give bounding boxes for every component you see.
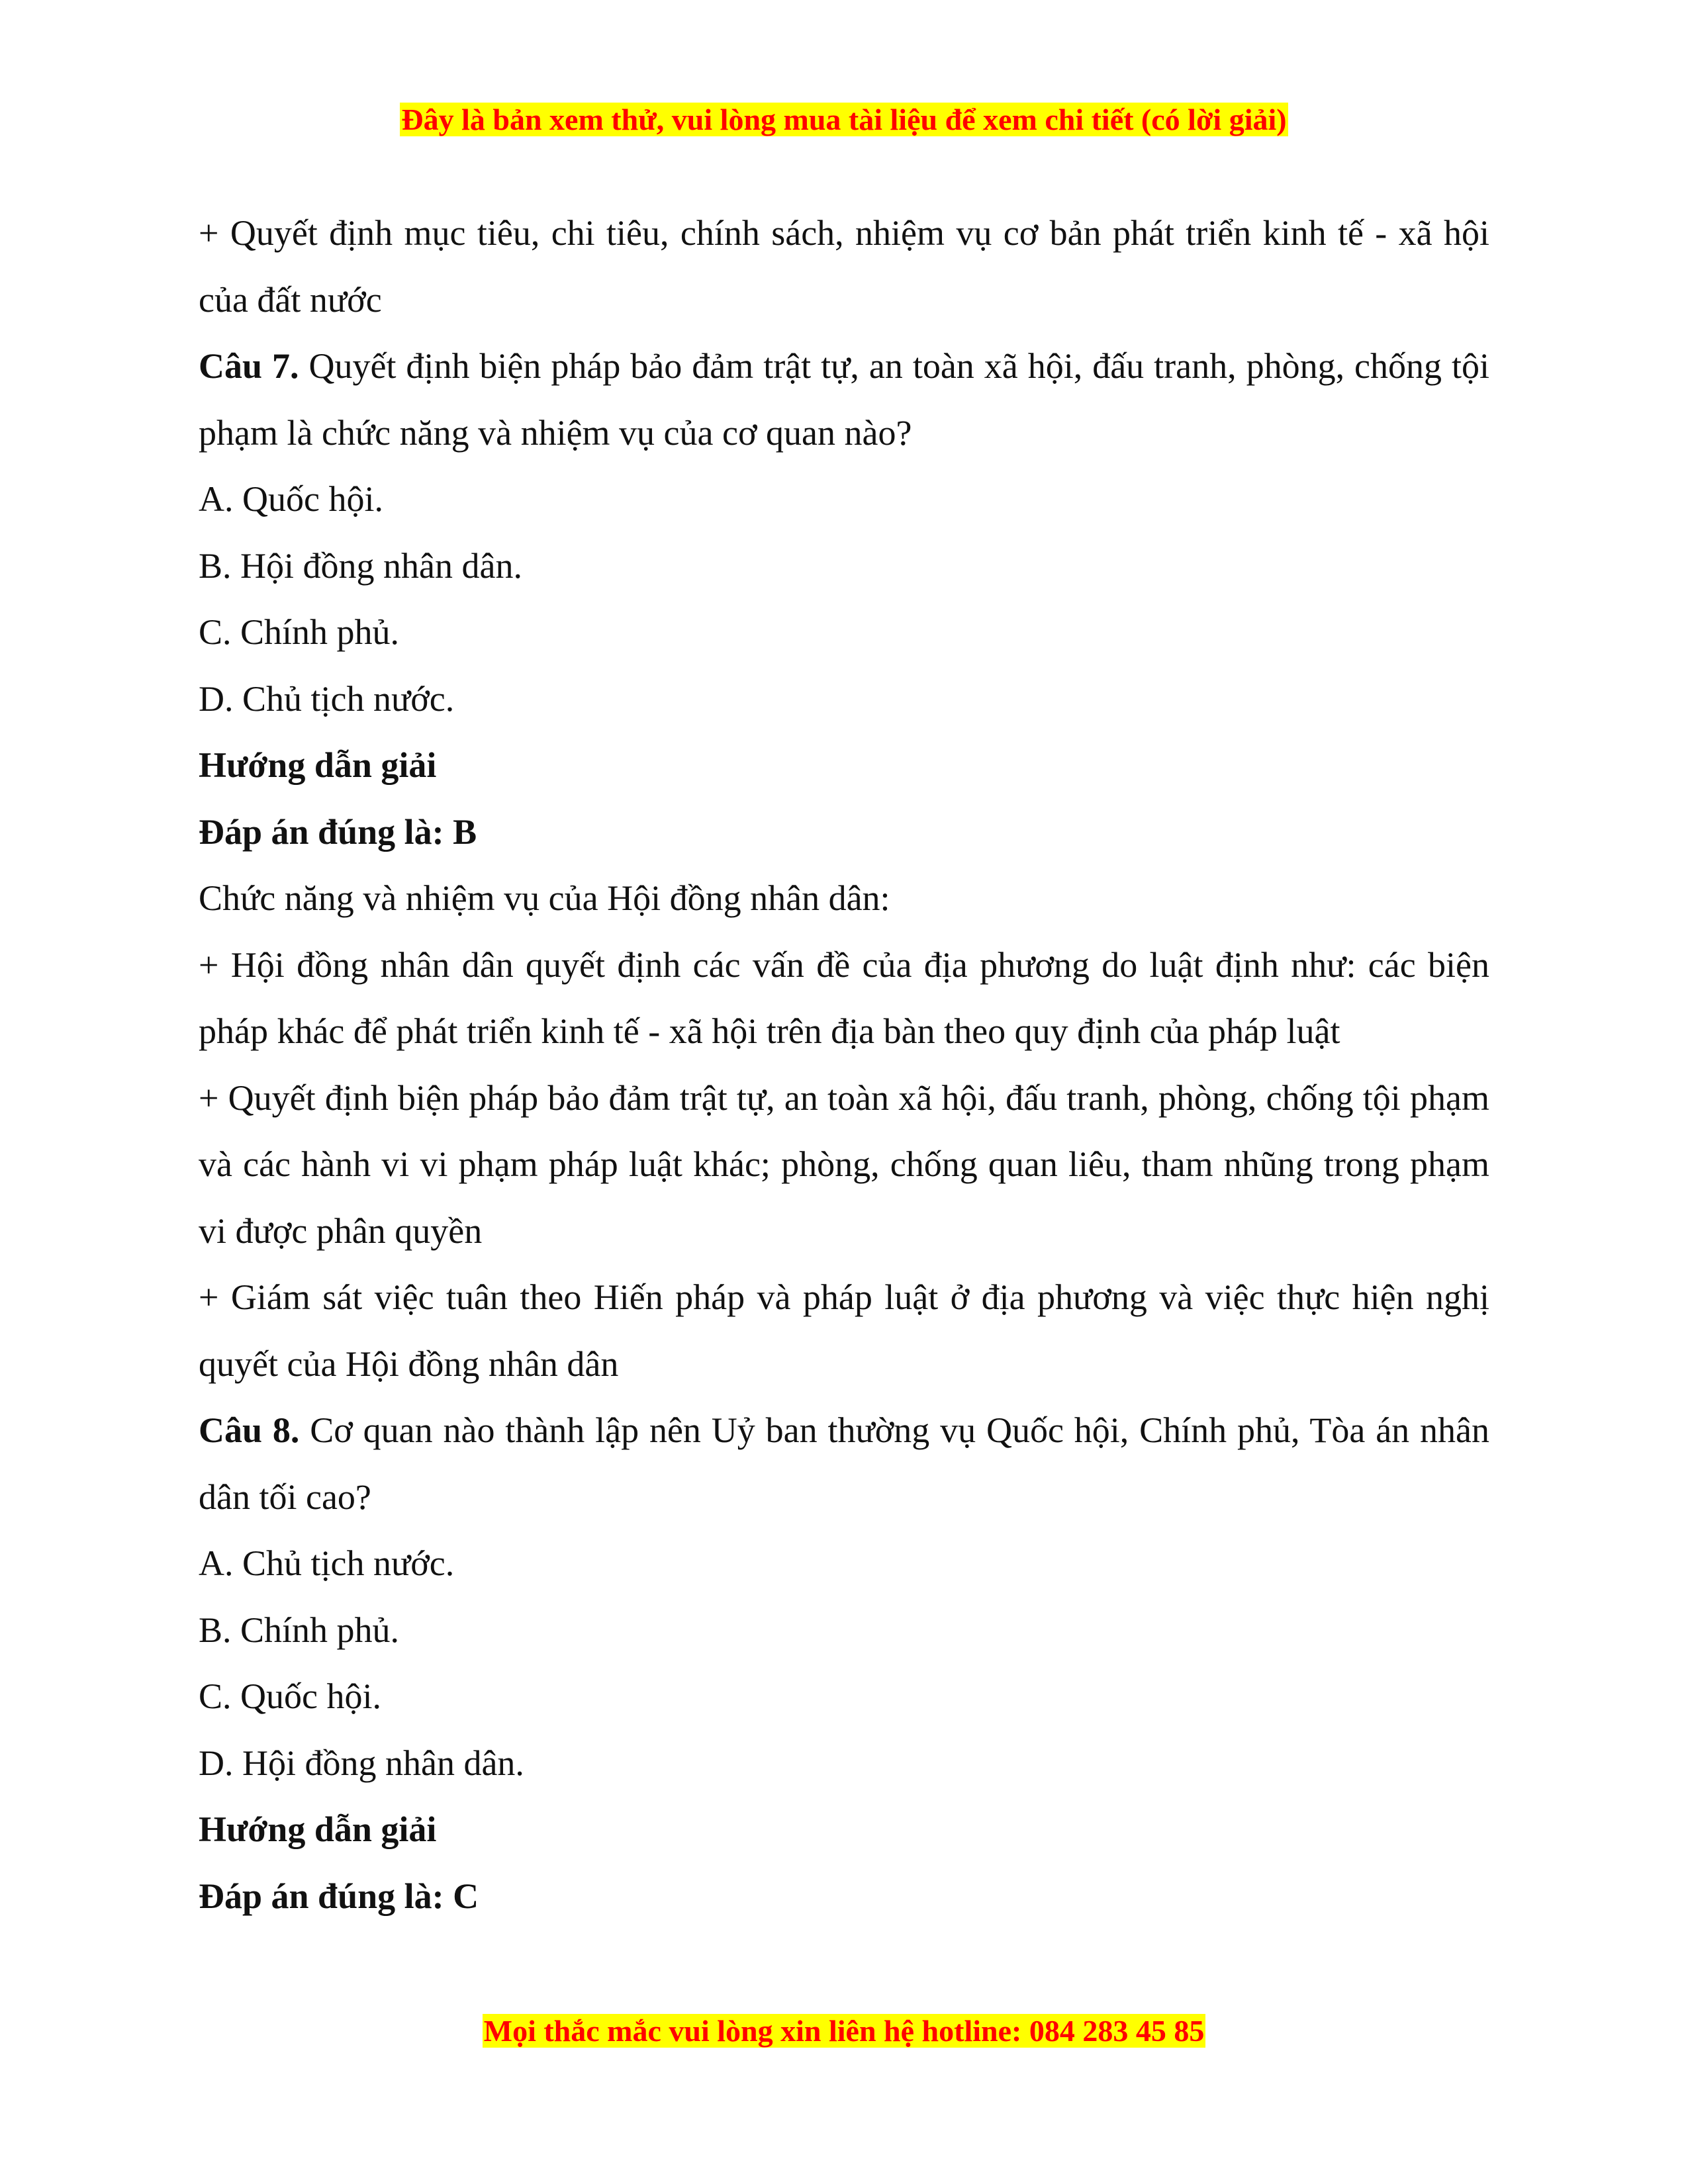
question-7-option-a: A. Quốc hội. bbox=[199, 479, 383, 519]
question-7-answer: Đáp án đúng là: B bbox=[199, 811, 477, 852]
intro-paragraph: + Quyết định mục tiêu, chi tiêu, chính sách, nhiệm vụ cơ bản phát triển kinh tế - xã hội của đất nước bbox=[199, 213, 1489, 320]
question-8-option-c: C. Quốc hội. bbox=[199, 1676, 381, 1716]
question-7-guide-heading: Hướng dẫn giải bbox=[199, 745, 437, 785]
question-8-guide-heading: Hướng dẫn giải bbox=[199, 1809, 437, 1849]
document-body bbox=[199, 200, 1489, 1929]
question-7-explanation-title: Chức năng và nhiệm vụ của Hội đồng nhân dân: bbox=[199, 878, 890, 918]
header-banner-text: Đây là bản xem thử, vui lòng mua tài liệu để xem chi tiết (có lời giải) bbox=[401, 103, 1287, 136]
question-7-explanation-3: + Giám sát việc tuân theo Hiến pháp và pháp luật ở địa phương và việc thực hiện nghị quyết của Hội đồng nhân dân bbox=[199, 1277, 1489, 1384]
footer-banner-text: Mọi thắc mắc vui lòng xin liên hệ hotline: 084 283 45 85 bbox=[483, 2014, 1205, 2048]
question-7-explanation-2: + Quyết định biện pháp bảo đảm trật tự, an toàn xã hội, đấu tranh, phòng, chống tội phạm và các hành vi vi phạm pháp luật khác; phòng, chống quan liêu, tham nhũng trong phạm vi được phân quyền bbox=[199, 1077, 1489, 1251]
question-8-answer: Đáp án đúng là: C bbox=[199, 1876, 479, 1916]
question-7-option-c: C. Chính phủ. bbox=[199, 612, 400, 652]
question-7-option-b: B. Hội đồng nhân dân. bbox=[199, 545, 522, 586]
question-8-text: Cơ quan nào thành lập nên Uỷ ban thường vụ Quốc hội, Chính phủ, Tòa án nhân dân tối cao? bbox=[199, 1410, 1489, 1517]
question-7-explanation-1: + Hội đồng nhân dân quyết định các vấn đề của địa phương do luật định như: các biện pháp khác để phát triển kinh tế - xã hội trên địa bàn theo quy định của pháp luật bbox=[199, 944, 1489, 1051]
question-8-option-a: A. Chủ tịch nước. bbox=[199, 1543, 455, 1583]
question-8-label: Câu 8. bbox=[199, 1410, 300, 1450]
question-8-option-b: B. Chính phủ. bbox=[199, 1610, 400, 1650]
question-7-option-d: D. Chủ tịch nước. bbox=[199, 678, 455, 719]
question-7-text: Quyết định biện pháp bảo đảm trật tự, an toàn xã hội, đấu tranh, phòng, chống tội phạm là chức năng và nhiệm vụ của cơ quan nào? bbox=[199, 346, 1489, 453]
header-banner bbox=[0, 101, 1688, 139]
footer-banner bbox=[0, 2012, 1688, 2050]
question-7 bbox=[199, 333, 1489, 466]
question-8 bbox=[199, 1397, 1489, 1530]
question-8-option-d: D. Hội đồng nhân dân. bbox=[199, 1743, 524, 1783]
question-7-label: Câu 7. bbox=[199, 346, 299, 386]
